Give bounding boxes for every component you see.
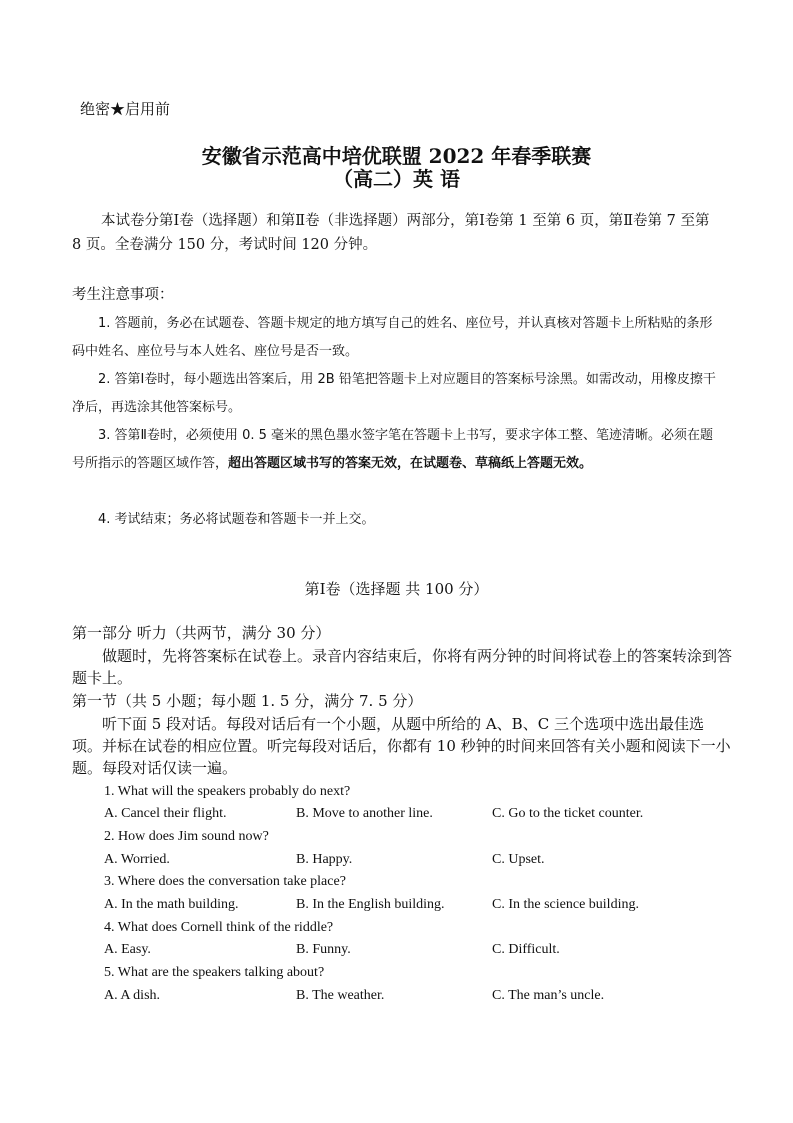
q3-option-b: B. In the English building. xyxy=(296,897,445,912)
note-4: 4. 考试结束；务必将试题卷和答题卡一并上交。 xyxy=(98,512,375,527)
q1-option-a: A. Cancel their flight. xyxy=(104,806,227,821)
note-3 xyxy=(72,422,722,478)
q4-option-b: B. Funny. xyxy=(296,942,351,957)
note-2: 2. 答第Ⅰ卷时，每小题选出答案后，用 2B 铅笔把答题卡上对应题目的答案标号涂黑。如需改动，用橡皮擦干净后，再选涂其他答案标号。 xyxy=(72,372,716,415)
q2-option-b: B. Happy. xyxy=(296,852,353,867)
q3-option-c: C. In the science building. xyxy=(492,897,639,912)
note-3-bold-text: 超出答题区域书写的答案无效，在试题卷、草稿纸上答题无效。 xyxy=(228,456,593,471)
question-1: 1. What will the speakers probably do next? xyxy=(104,784,351,799)
q3-option-a: A. In the math building. xyxy=(104,897,239,912)
q5-option-a: A. A dish. xyxy=(104,988,161,1003)
question-5: 5. What are the speakers talking about? xyxy=(104,965,325,980)
question-4: 4. What does Cornell think of the riddle? xyxy=(104,920,334,935)
q5-option-b: B. The weather. xyxy=(296,988,385,1003)
exam-title: 安徽省示范高中培优联盟 2022 年春季联赛 xyxy=(201,144,592,168)
section1-title: 第一节（共 5 小题；每小题 1. 5 分，满分 7. 5 分） xyxy=(72,692,423,710)
exam-intro: 本试卷分第Ⅰ卷（选择题）和第Ⅱ卷（非选择题）两部分，第Ⅰ卷第 1 至第 6 页，第Ⅱ卷第 7 至第 8 页。全卷满分 150 分，考试时间 120 分钟。 xyxy=(72,213,710,253)
question-2: 2. How does Jim sound now? xyxy=(104,829,269,844)
confidential-mark: 绝密★启用前 xyxy=(80,100,171,118)
q4-option-c: C. Difficult. xyxy=(492,942,560,957)
exam-subtitle: （高二）英 语 xyxy=(333,167,460,191)
q4-option-a: A. Easy. xyxy=(104,942,151,957)
q2-option-a: A. Worried. xyxy=(104,852,170,867)
section1-instruction: 听下面 5 段对话。每段对话后有一个小题，从题中所给的 A、B、C 三个选项中选出最佳选项。并标在试卷的相应位置。听完每段对话后，你都有 10 秒钟的时间来回答有关小题和阅读下一小题。每段对话仅读一遍。 xyxy=(72,715,731,777)
note-1: 1. 答题前，务必在试题卷、答题卡规定的地方填写自己的姓名、座位号，并认真核对答题卡上所粘贴的条形码中姓名、座位号与本人姓名、座位号是否一致。 xyxy=(72,316,713,359)
q5-option-c: C. The man’s uncle. xyxy=(492,988,605,1003)
part1-title: 第一部分 听力（共两节，满分 30 分） xyxy=(72,624,331,642)
q2-option-c: C. Upset. xyxy=(492,852,545,867)
section-title: 第Ⅰ卷（选择题 共 100 分） xyxy=(304,580,489,598)
q1-option-b: B. Move to another line. xyxy=(296,806,433,821)
question-3: 3. Where does the conversation take place? xyxy=(104,874,346,889)
note-3-text: 3. 答第Ⅱ卷时，必须使用 0. 5 毫米的黑色墨水签字笔在答题卡上书写，要求字体工整、笔迹清晰。必须在题号所指示的答题区域作答， xyxy=(72,428,714,471)
part1-instruction: 做题时，先将答案标在试卷上。录音内容结束后，你将有两分钟的时间将试卷上的答案转涂到答题卡上。 xyxy=(72,647,733,687)
q1-option-c: C. Go to the ticket counter. xyxy=(492,806,644,821)
notes-title: 考生注意事项： xyxy=(72,287,174,303)
